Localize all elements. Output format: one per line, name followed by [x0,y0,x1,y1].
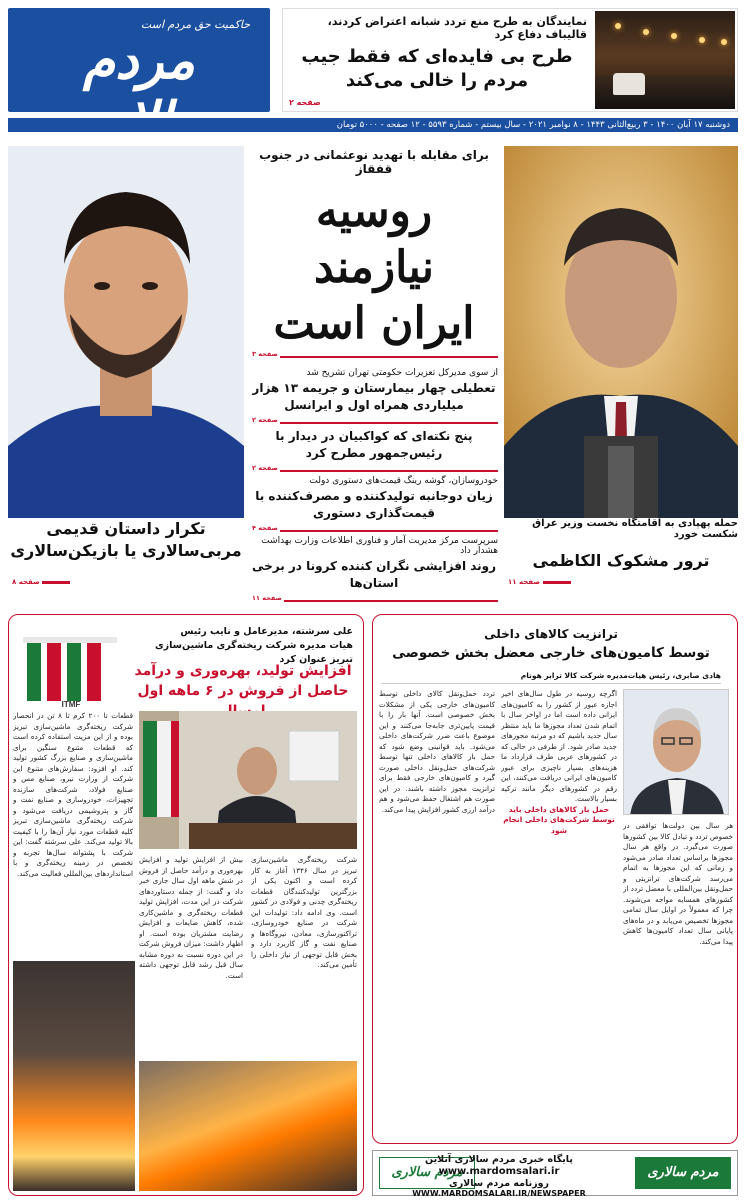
kadhimi-illustration [504,146,738,518]
footballer-illustration [8,146,244,518]
ad-byline-2: هیات مدیره شرکت ریخته‌گری ماشین‌سازی تبریز عنوان کرد [154,640,353,665]
story-headline: زیان دوجانبه تولیدکننده و مصرف‌کننده با قیمت‌گذاری دستوری [255,489,493,520]
story-page-ref: صفحه ۱۱ [252,594,282,602]
story-page-ref: صفحه ۲ [252,464,278,472]
interview-subhead: حمل بار کالاهای داخلی باید توسط شرکت‌های داخلی انجام شود [503,804,615,835]
right-caption-headline: ترور مشکوک الکاظمی [532,551,710,570]
itmf-logo-text: ITMF [61,700,81,709]
foundry-pouring-photo [13,961,135,1191]
lead-story-ref-row [250,350,498,358]
newspaper-logo[interactable] [8,8,270,112]
night-street-photo [595,11,735,109]
ad-text-column: بیش از افزایش تولید و افزایش بهره‌وری و درآمد حاصل از فروش در شش ماهه اول سال جاری خبر داد و گفت: از جمله دستاوردهای شرکت در این مدت، افزایش تولید قطعات ریخته‌گری و ماشین‌کاری شده، کاهش ضایعات و افزایش رضایت مشتریان بوده است. او اظهار داشت: میزان فروش شرکت در این دوره نسبت به دوره مشابه سال قبل رشد قابل توجهی داشته است. [139,855,243,980]
interview-text-column [501,689,617,1137]
story-item[interactable] [250,524,498,592]
promo-logo-left: مردم سالاری [379,1157,475,1189]
advertorial-panel[interactable] [8,614,364,1196]
executive-at-desk-photo [139,711,357,849]
story-ref-row [250,594,498,602]
story-kicker: سرپرست مرکز مدیریت آمار و فناوری اطلاعات وزارت بهداشت هشدار داد [261,536,498,556]
lower-section [8,614,738,1196]
right-photo-caption[interactable] [504,518,738,588]
lead-headline-line3: ایران است [273,298,475,349]
molten-metal-photo [139,1061,357,1191]
ad-text-column: شرکت ریخته‌گری ماشین‌سازی تبریز در سال ۱۳۴۶ آغاز به کار کرده است و اکنون یکی از بزرگترین تولیدکنندگان قطعات ریخته‌گری چدنی و فولادی در کشور است. وی ادامه داد: تولیدات این شرکت در صنایع خودروسازی، تراکتورسازی، معادن، نیروگاه‌ها و صنایع نفت و گاز کاربرد دارد و بخش قابل توجهی از نیاز داخلی را تأمین می‌کند. [251,855,357,969]
story-headline: تعطیلی چهار بیمارستان و جریمه ۱۳ هزار میلیاردی همراه اول و ایرانسل [252,381,496,412]
promo-newspaper-link[interactable]: WWW.MARDOMSALARI.IR/NEWSPAPER [412,1189,586,1198]
promo-banner[interactable] [372,1150,738,1196]
logo-slogan: حاکمیت حق مردم است [140,18,250,31]
interview-paragraph: اگرچه روسیه در طول سال‌های اخیر اجازه عبور از کشور را به کامیون‌های ایرانی داده است اما در اواخر سال با اتمام شدن تعداد مجوزها ما باید منتظر سال جدید باشیم که دو مرتبه مجوزهای جدید صادر شود. از طرفی در حالی که در کشورهای عربی طرف قرارداد ما هزینه‌های بسیار ناچیزی برای عبور کامیون‌های ایرانی دریافت می‌کنند، این رقم در کشورهای دیگر مانند ترکیه بسیار بالاست. [501,689,617,803]
story-kicker: خودروسازان، گوشه رینگ قیمت‌های دستوری دولت [309,476,498,486]
left-caption-headline: تکرار داستان قدیمی مربی‌سالاری یا بازیکن‌سالاری [10,519,242,560]
interview-text-column: تردد حمل‌ونقل کالای داخلی توسط کامیون‌های خارجی یکی از مشکلات بخش خصوصی است. آنها بار را با قیمت پایین‌تری جابه‌جا می‌کنند و این موضوع باعث ضرر شرکت‌های داخلی می‌شود. باید قوانینی وضع شود که حمل بار کالاهای داخلی تنها توسط شرکت‌های حمل‌ونقل داخلی صورت گیرد و کامیون‌های خارجی فقط برای ترانزیت مجوز داشته باشند. در این صورت هم اشتغال حفظ می‌شود و هم درآمد ارزی کشور افزایش پیدا می‌کند. [379,689,495,814]
lead-headline[interactable] [250,184,498,352]
top-teaser[interactable] [282,8,738,112]
interviewee-portrait [623,689,729,815]
story-item[interactable] [250,464,498,522]
ad-headline[interactable]: افزایش تولید، بهره‌وری و درآمد حاصل از فروش در ۶ ماهه اول [134,663,352,699]
story-headline: روند افزایشی نگران کننده کرونا در برخی استان‌ها [251,559,497,590]
teaser-kicker: نمایندگان به طرح منع تردد شبانه اعتراض کردند، قالیباف دفاع کرد [327,15,587,41]
story-item[interactable] [250,416,498,462]
footballer-photo [8,146,244,518]
story-headline: پنج نکته‌ای که کواکبیان در دیدار با رئیس‌جمهور مطرح کرد [275,429,473,460]
left-photo-caption[interactable] [8,518,244,588]
promo-line1: پایگاه خبری مردم سالاری آنلاین [425,1154,573,1165]
interview-panel[interactable] [372,614,738,1144]
story-page-ref: صفحه ۲ [252,416,278,424]
promo-logo-right: مردم سالاری [635,1157,731,1189]
lead-kicker: برای مقابله با تهدید نوعثمانی در جنوب قفقاز [259,148,489,176]
ad-byline-1: علی سرشته، مدیرعامل و نایب رئیس [180,626,353,637]
interview-byline: هادی صابری، رئیس هیات‌مدیره شرکت کالا ترابر هوتام [381,671,721,684]
story-page-ref: صفحه ۴ [252,524,278,532]
lead-page-ref: صفحه ۳ [252,350,278,358]
right-caption-ref: صفحه ۱۱ [508,578,541,586]
logo-name: مردم [83,30,195,91]
masthead [0,0,744,118]
teaser-page-ref: صفحه ۲ [289,98,321,107]
kadhimi-photo [504,146,738,518]
interview-text-column: هر سال بین دولت‌ها توافقی در خصوص تردد و تبادل کالا بین کشورها صورت می‌گیرد. در واقع هر سال مجوزها براساس تعداد صادر می‌شود و زمانی که این مجوزها به اتمام می‌رسد شرکت‌های ترانزیتی و حمل‌ونقل بین‌المللی با معضل تردد از کشورهای همسایه مواجه می‌شوند. چرا که معمولاً در اوایل سال تمامی مجوزها تخصیص می‌یابد و در ماه‌های پایانی سال تعداد کامیون‌ها کاهش پیدا می‌کند. [623,821,733,946]
ad-text-column: قطعات تا ۲۰۰ کرم تا ۸ تن در انحصار شرکت ریخته‌گری ماشین‌سازی تبریز بوده و از این مزیت استفاده کرده است که قطعات متنوع سنگین برای ماشین‌سازی و صنایع بزرگ کشور تولید کند. او افزود: سفارش‌های متنوع این شرکت از وزارت نیرو، صنایع مس و صنایع فولاد، شرکت‌های سازنده تجهیزات، خودروسازی و صنایع نفت و گاز و پتروشیمی دریافت می‌شود و شرکت ریخته‌گری ماشین‌سازی تبریز کلیه قطعات مورد نیاز آن‌ها را با کیفیت بالا تولید می‌کند. علی سرشته گفت: این شرکت با پشتوانه سال‌ها تجربه و تخصص در زمینه ریخته‌گری و با استانداردهای بین‌المللی فعالیت می‌کند. [13,711,133,878]
teaser-headline[interactable]: طرح بی فایده‌ای که فقط جیب مردم را خالی می‌کند [301,46,573,91]
lead-column [250,146,498,602]
story-item[interactable] [250,364,498,414]
right-caption-kicker: حمله پهپادی به اقامتگاه نخست وزیر عراق شکست خورد [532,518,738,540]
left-caption-ref: صفحه ۸ [12,578,40,586]
lead-headline-line2: نیازمند [313,242,435,293]
lead-headline-line1: روسیه [315,186,433,237]
itmf-logo [21,629,121,709]
interview-headline[interactable]: توسط کامیون‌های خارجی معضل بخش خصوصی [392,645,710,661]
promo-line2: روزنامه مردم سالاری [448,1178,550,1189]
date-bar: دوشنبه ۱۷ آبان ۱۴۰۰ - ۳ ربیع‌الثانی ۱۴۴۳ - ۸ نوامبر ۲۰۲۱ - سال بیستم - شماره ۵۵۹۳ - ۱۲ صفحه - ۵۰۰۰ تومان [8,118,738,132]
promo-website-link[interactable]: www.mardomsalari.ir [438,1166,560,1177]
story-kicker: از سوی مدیرکل تعزیرات حکومتی تهران تشریح شد [306,368,498,378]
interview-kicker: ترانزیت کالاهای داخلی [484,627,618,641]
